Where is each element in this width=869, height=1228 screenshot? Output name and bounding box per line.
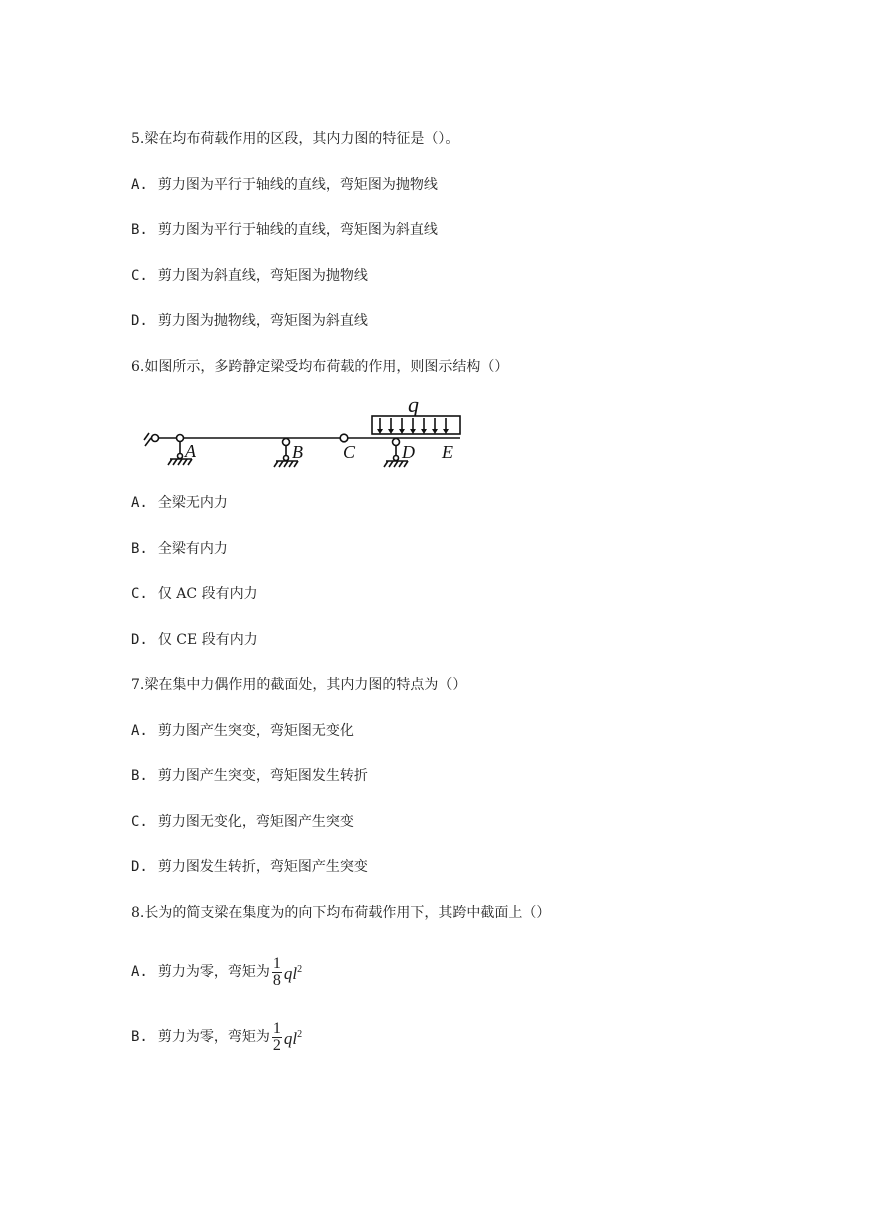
fraction bbox=[272, 956, 282, 989]
option-letter: B. bbox=[131, 222, 148, 238]
formula-exponent: 2 bbox=[297, 1029, 303, 1040]
option-text: 剪力图为平行于轴线的直线，弯矩图为抛物线 bbox=[157, 177, 438, 193]
option-text: 全梁有内力 bbox=[157, 541, 228, 557]
option-text: 仅 AC 段有内力 bbox=[157, 586, 258, 602]
formula-ql bbox=[284, 964, 302, 983]
q5-option-c[interactable] bbox=[131, 267, 368, 285]
q7-option-c[interactable] bbox=[131, 813, 354, 831]
point-label-a: A bbox=[185, 441, 196, 461]
q5-option-b[interactable] bbox=[131, 221, 438, 239]
left-end-hinge bbox=[152, 435, 159, 442]
option-text: 剪力图发生转折，弯矩图产生突变 bbox=[157, 859, 368, 875]
fraction-denominator: 8 bbox=[272, 971, 281, 989]
option-text: 剪力图产生突变，弯矩图无变化 bbox=[157, 723, 354, 739]
option-letter: C. bbox=[131, 586, 148, 602]
formula-ql bbox=[284, 1029, 302, 1048]
point-label-b: B bbox=[292, 442, 303, 462]
question-6-stem: 6.如图所示，多跨静定梁受均布荷载的作用，则图示结构（） bbox=[131, 359, 509, 375]
option-letter: B. bbox=[131, 541, 148, 557]
option-text: 剪力图为斜直线，弯矩图为抛物线 bbox=[157, 268, 368, 284]
q5-option-d[interactable] bbox=[131, 312, 368, 330]
option-text: 剪力图产生突变，弯矩图发生转折 bbox=[157, 768, 368, 784]
q7-option-b[interactable] bbox=[131, 767, 368, 785]
q8-option-b[interactable] bbox=[131, 1015, 302, 1059]
point-label-d: D bbox=[402, 442, 415, 462]
point-label-c: C bbox=[343, 442, 356, 462]
q8-option-a[interactable] bbox=[131, 950, 302, 994]
formula-exponent: 2 bbox=[297, 964, 303, 975]
option-letter: D. bbox=[131, 632, 148, 648]
q7-option-d[interactable] bbox=[131, 858, 368, 876]
option-text: 剪力为零，弯矩为 bbox=[157, 964, 270, 980]
option-letter: C. bbox=[131, 268, 148, 284]
option-letter: A. bbox=[131, 177, 148, 193]
q6-option-c[interactable] bbox=[131, 585, 258, 603]
option-text: 剪力图为平行于轴线的直线，弯矩图为斜直线 bbox=[157, 222, 438, 238]
option-letter: D. bbox=[131, 859, 148, 875]
option-text: 剪力图无变化，弯矩图产生突变 bbox=[157, 814, 354, 830]
q6-option-d[interactable] bbox=[131, 631, 258, 649]
point-label-e: E bbox=[442, 442, 453, 462]
option-letter: B. bbox=[131, 1029, 148, 1045]
option-letter: D. bbox=[131, 313, 148, 329]
question-8-stem: 8.长为的简支梁在集度为的向下均布荷载作用下，其跨中截面上（） bbox=[131, 905, 551, 921]
option-letter: B. bbox=[131, 768, 148, 784]
q7-option-a[interactable] bbox=[131, 722, 354, 740]
option-text: 仅 CE 段有内力 bbox=[157, 632, 258, 648]
formula-base: ql bbox=[283, 1029, 298, 1048]
fraction bbox=[272, 1021, 282, 1054]
load-label-q: q bbox=[408, 395, 419, 417]
hinge-c bbox=[340, 434, 348, 442]
q5-option-a[interactable] bbox=[131, 176, 438, 194]
q6-option-b[interactable] bbox=[131, 540, 228, 558]
fraction-numerator: 1 bbox=[272, 1019, 281, 1037]
option-text: 剪力图为抛物线，弯矩图为斜直线 bbox=[157, 313, 368, 329]
fraction-denominator: 2 bbox=[272, 1036, 281, 1054]
option-text: 剪力为零，弯矩为 bbox=[157, 1029, 270, 1045]
question-7-stem: 7.梁在集中力偶作用的截面处，其内力图的特点为（） bbox=[131, 677, 467, 693]
fraction-numerator: 1 bbox=[272, 954, 281, 972]
question-5-stem: 5.梁在均布荷载作用的区段，其内力图的特征是（）。 bbox=[131, 131, 460, 147]
option-letter: C. bbox=[131, 814, 148, 830]
option-text: 全梁无内力 bbox=[157, 495, 228, 511]
option-letter: A. bbox=[131, 723, 148, 739]
option-letter: A. bbox=[131, 964, 148, 980]
q6-option-a[interactable] bbox=[131, 494, 228, 512]
formula-base: ql bbox=[283, 964, 298, 983]
multi-span-beam-diagram bbox=[140, 395, 470, 485]
option-letter: A. bbox=[131, 495, 148, 511]
